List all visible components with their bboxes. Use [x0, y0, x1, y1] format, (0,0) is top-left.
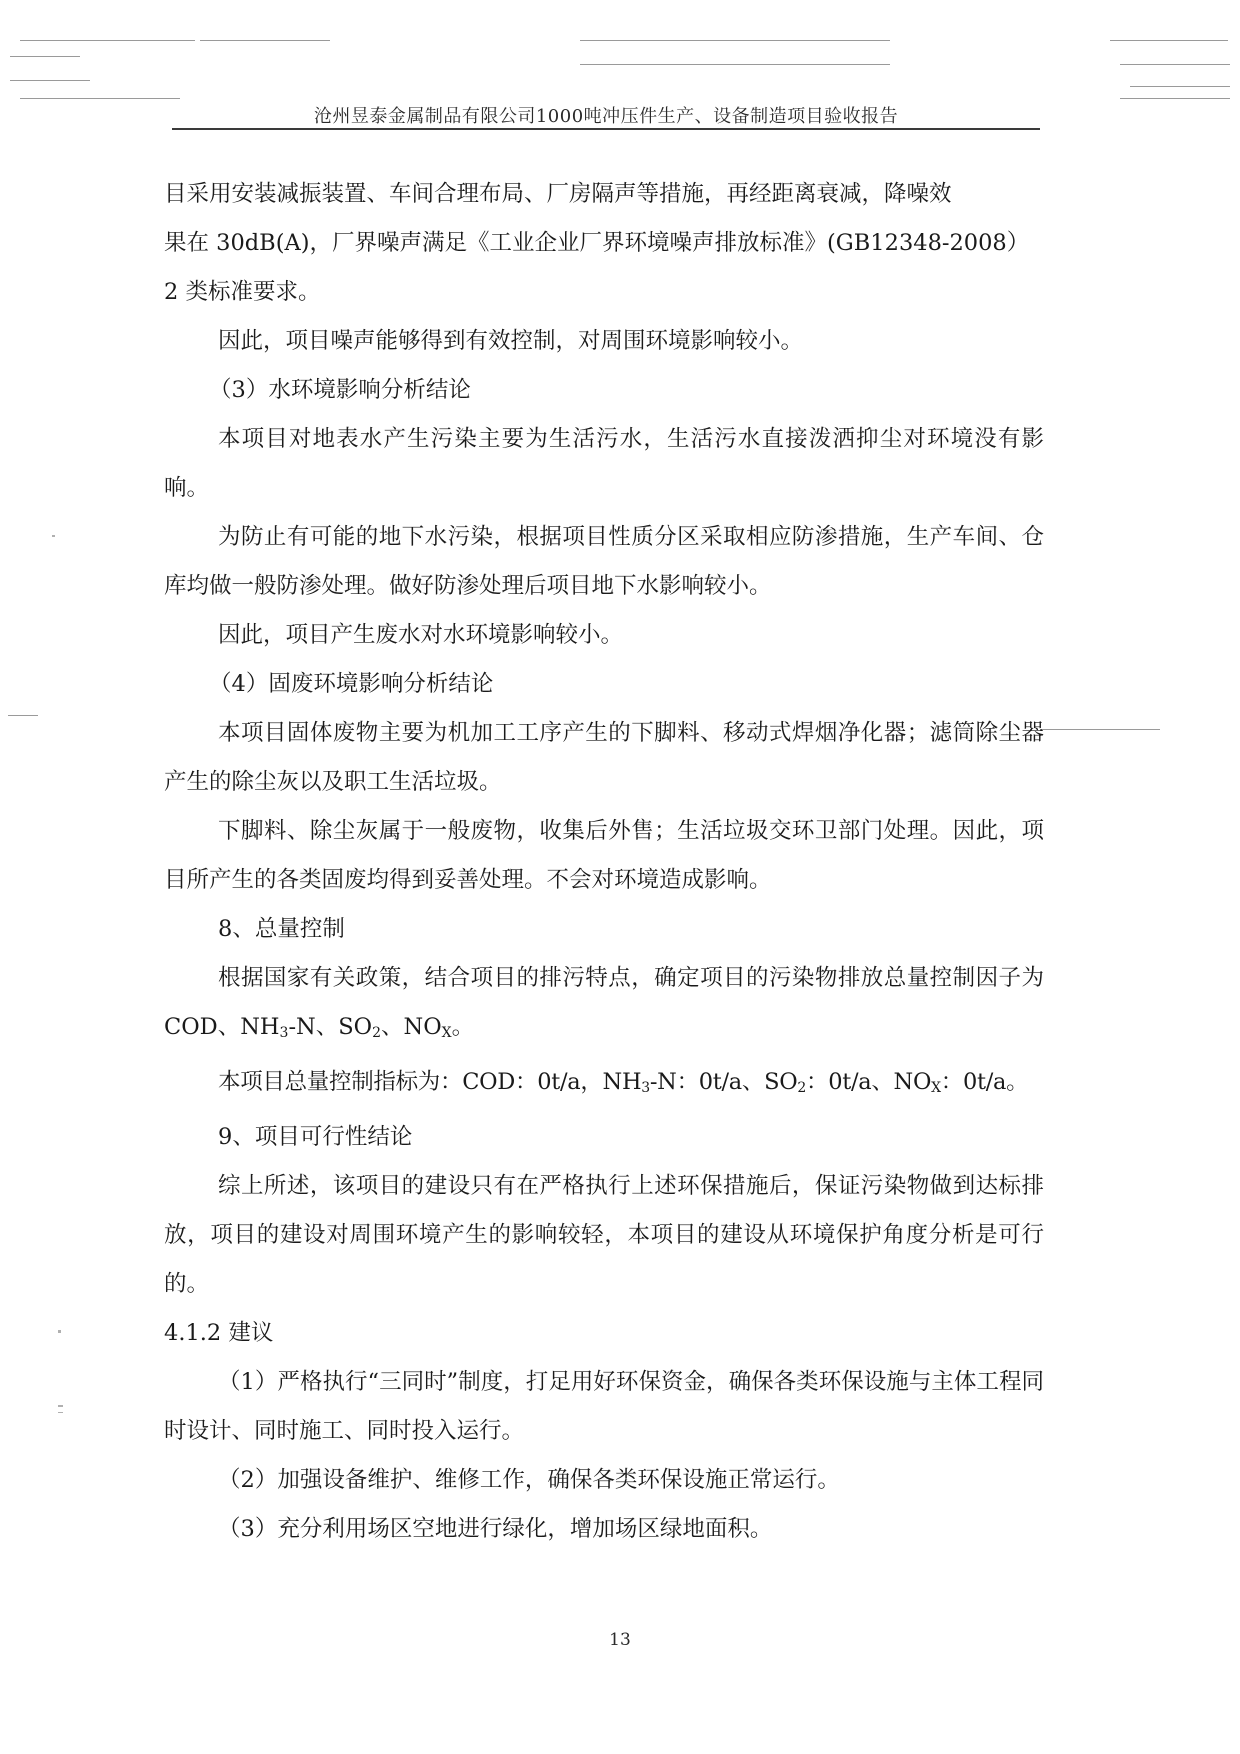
paragraph-control-indicators: 本项目总量控制指标为：COD：0t/a，$NH_3-N$：0t/a、$SO_2$：0t/a、$NO_X$：0t/a。 [218, 1069, 1029, 1096]
page-number: 13 [609, 1630, 631, 1650]
scan-artifact-line [1120, 64, 1230, 65]
scan-artifact-line [580, 40, 890, 41]
paragraph-water-conclusion: 因此，项目产生废水对水环境影响较小。 [218, 622, 624, 648]
scan-artifact-line [1120, 98, 1230, 99]
scan-artifact-line [580, 64, 890, 65]
heading-feasibility: 9、项目可行性结论 [218, 1124, 413, 1150]
paragraph-solid-waste: 本项目固体废物主要为机加工工序产生的下脚料、移动式焊烟净化器；滤筒除尘器产生的除尘灰以及职工生活垃圾。 [164, 720, 1044, 795]
paragraph-feasibility: 综上所述，该项目的建设只有在严格执行上述环保措施后，保证污染物做到达标排放，项目的建设对周围环境产生的影响较轻，本项目的建设从环境保护角度分析是可行的。 [164, 1173, 1044, 1297]
recommendation-3: （3）充分利用场区空地进行绿化，增加场区绿地面积。 [218, 1516, 773, 1542]
scan-artifact-line [1110, 40, 1228, 41]
scan-artifact-line [20, 98, 180, 99]
paragraph-surface-water: 本项目对地表水产生污染主要为生活污水，生活污水直接泼洒抑尘对环境没有影响。 [164, 426, 1044, 501]
scan-speck [58, 1405, 63, 1407]
scan-artifact-line [10, 80, 90, 81]
scan-artifact-line [20, 40, 195, 41]
heading-recommendations: 4.1.2 建议 [164, 1320, 274, 1346]
scan-artifact-line [1040, 729, 1160, 730]
scan-artifact-line [8, 715, 38, 716]
scan-speck [58, 1330, 61, 1333]
running-header: 沧州昱泰金属制品有限公司1000吨冲压件生产、设备制造项目验收报告 [313, 106, 899, 127]
paragraph-waste-handling: 下脚料、除尘灰属于一般废物，收集后外售；生活垃圾交环卫部门处理。因此，项目所产生的各类固废均得到妥善处理。不会对环境造成影响。 [164, 818, 1044, 893]
heading-solid-waste: （4）固废环境影响分析结论 [209, 671, 494, 697]
paragraph-groundwater: 为防止有可能的地下水污染，根据项目性质分区采取相应防渗措施，生产车间、仓库均做一般防渗处理。做好防渗处理后项目地下水影响较小。 [164, 524, 1044, 599]
heading-total-control: 8、总量控制 [218, 916, 345, 942]
document-body [164, 170, 1044, 1554]
scan-artifact-line [10, 56, 80, 57]
scan-artifact-line [1130, 86, 1230, 87]
paragraph-control-factors: 根据国家有关政策，结合项目的排污特点，确定项目的污染物排放总量控制因子为 COD、$NH_3-N$、$SO_2$、$NO_X$。 [164, 965, 1044, 1041]
paragraph-noise-conclusion: 因此，项目噪声能够得到有效控制，对周围环境影响较小。 [218, 328, 804, 354]
heading-water-impact: （3）水环境影响分析结论 [209, 377, 471, 403]
paragraph-noise-line2: 果在 30dB(A)，厂界噪声满足《工业企业厂界环境噪声排放标准》(GB12348-2008） [164, 230, 1030, 256]
scan-speck [58, 1412, 63, 1413]
recommendation-1: （1）严格执行“三同时”制度，打足用好环保资金，确保各类环保设施与主体工程同时设计、同时施工、同时投入运行。 [164, 1369, 1044, 1444]
paragraph-noise-line3: 2 类标准要求。 [164, 279, 321, 305]
scan-artifact-line [200, 40, 330, 41]
scan-speck [52, 535, 55, 537]
header-rule [172, 128, 1040, 130]
recommendation-2: （2）加强设备维护、维修工作，确保各类环保设施正常运行。 [218, 1467, 840, 1493]
paragraph-noise-line1: 目采用安装减振装置、车间合理布局、厂房隔声等措施，再经距离衰减，降噪效 [164, 181, 952, 207]
